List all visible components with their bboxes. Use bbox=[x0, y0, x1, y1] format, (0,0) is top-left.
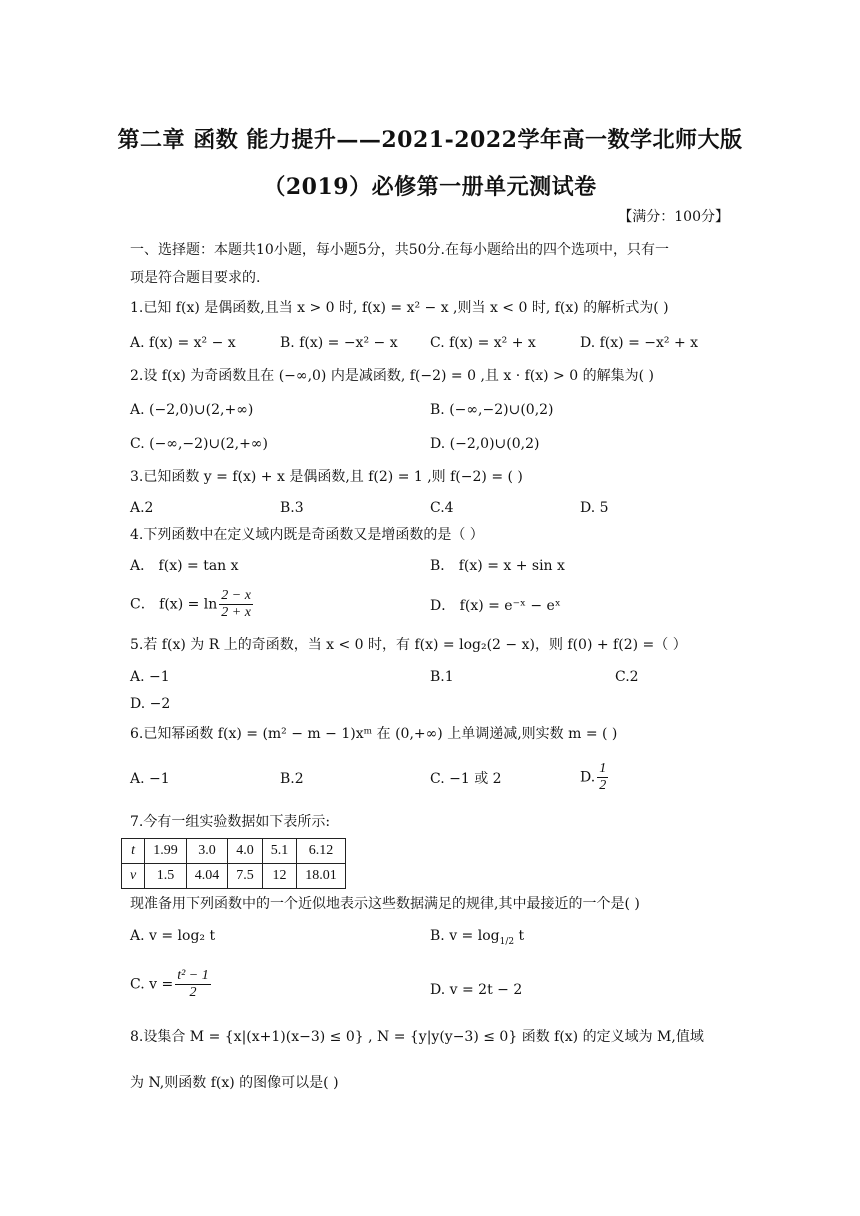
page-title-line2: （2019）必修第一册单元测试卷 bbox=[263, 174, 597, 200]
table-cell: 6.12 bbox=[297, 839, 346, 864]
section-heading bbox=[130, 240, 669, 260]
question-7-stem-2: 现准备用下列函数中的一个近似地表示这些数据满足的规律,其中最接近的一个是( ) bbox=[130, 896, 640, 912]
q1-option-c: C. f(x) = x² + x bbox=[430, 335, 536, 351]
q1-option-a: A. f(x) = x² − x bbox=[130, 335, 236, 351]
q7-option-c bbox=[130, 968, 213, 1001]
table-cell: 7.5 bbox=[228, 864, 263, 889]
q2-option-d: D. (−2,0)∪(0,2) bbox=[430, 436, 540, 452]
q7-option-b bbox=[430, 926, 524, 952]
q5-option-a: A. −1 bbox=[130, 669, 170, 685]
q2-option-a: A. (−2,0)∪(2,+∞) bbox=[130, 402, 254, 418]
q7-option-d: D. v = 2t − 2 bbox=[430, 982, 523, 998]
q4-option-c-numerator: 2 − x bbox=[221, 588, 251, 603]
q7-option-b-base: 1/2 bbox=[499, 937, 515, 947]
q7-option-c-denominator: 2 bbox=[189, 985, 197, 1000]
q4-option-c-prefix: C． f(x) = ln bbox=[130, 596, 218, 613]
table-cell: 4.0 bbox=[228, 839, 263, 864]
section-heading-line1: 一、选择题：本题共10小题，每小题5分，共50分.在每小题给出的四个选项中，只有一 bbox=[130, 242, 669, 258]
q7-option-c-fraction bbox=[175, 968, 211, 1001]
page-title-line1: 第二章 函数 能力提升——2021-2022学年高一数学北师大版 bbox=[117, 127, 743, 153]
q4-option-c bbox=[130, 588, 255, 621]
q4-option-b: B． f(x) = x + sin x bbox=[430, 558, 565, 574]
table-cell: 1.5 bbox=[145, 864, 187, 889]
q6-option-b: B.2 bbox=[280, 771, 304, 787]
q3-option-c: C.4 bbox=[430, 500, 454, 516]
table-cell: 3.0 bbox=[186, 839, 228, 864]
q4-option-c-fraction bbox=[219, 588, 253, 621]
table-cell: 18.01 bbox=[297, 864, 346, 889]
table-cell: t bbox=[122, 839, 145, 864]
q4-option-a: A． f(x) = tan x bbox=[130, 558, 239, 574]
q4-option-d: D． f(x) = e⁻ˣ − eˣ bbox=[430, 598, 561, 614]
q6-option-d-prefix: D. bbox=[580, 769, 596, 786]
q7-option-b-prefix: B. v = log bbox=[430, 928, 500, 944]
question-5-stem: 5.若 f(x) 为 R 上的奇函数，当 x < 0 时，有 f(x) = log₂(2 − x)，则 f(0) + f(2) =（ ） bbox=[130, 637, 687, 653]
q2-option-b: B. (−∞,−2)∪(0,2) bbox=[430, 402, 554, 418]
table-cell: 4.04 bbox=[186, 864, 228, 889]
q2-option-c: C. (−∞,−2)∪(2,+∞) bbox=[130, 436, 268, 452]
q4-option-c-denominator: 2 + x bbox=[221, 605, 251, 620]
q6-option-d-numerator: 1 bbox=[599, 761, 607, 776]
q3-option-d: D. 5 bbox=[580, 500, 609, 516]
q7-option-c-numerator: t² − 1 bbox=[177, 968, 209, 983]
q5-option-d: D. −2 bbox=[130, 696, 171, 712]
question-2-stem: 2.设 f(x) 为奇函数且在 (−∞,0) 内是减函数, f(−2) = 0 ,且 x · f(x) > 0 的解集为( ) bbox=[130, 368, 654, 384]
q1-option-b: B. f(x) = −x² − x bbox=[280, 335, 398, 351]
q5-option-c: C.2 bbox=[615, 669, 639, 685]
question-7-stem: 7.今有一组实验数据如下表所示: bbox=[130, 814, 331, 830]
q6-option-c: C. −1 或 2 bbox=[430, 771, 502, 787]
full-score-label: 【满分：100分】 bbox=[618, 209, 729, 225]
q6-option-d-denominator: 2 bbox=[599, 778, 607, 793]
q6-option-d bbox=[580, 761, 610, 794]
question-6-stem: 6.已知幂函数 f(x) = (m² − m − 1)xᵐ 在 (0,+∞) 上单调递减,则实数 m = ( ) bbox=[130, 726, 618, 742]
question-4-stem: 4.下列函数中在定义域内既是奇函数又是增函数的是（ ） bbox=[130, 527, 484, 543]
q7-option-b-suffix: t bbox=[514, 928, 525, 944]
q7-option-c-prefix: C. v = bbox=[130, 976, 174, 993]
q7-option-a: A. v = log₂ t bbox=[130, 928, 216, 944]
section-heading-line2: 项是符合题目要求的. bbox=[130, 270, 261, 286]
table-cell: v bbox=[122, 864, 145, 889]
question-3-stem: 3.已知函数 y = f(x) + x 是偶函数,且 f(2) = 1 ,则 f(−2) = ( ) bbox=[130, 469, 523, 485]
table-row bbox=[122, 839, 346, 864]
question-1-stem: 1.已知 f(x) 是偶函数,且当 x > 0 时, f(x) = x² − x ,则当 x < 0 时, f(x) 的解析式为( ) bbox=[130, 300, 669, 316]
q3-option-a: A.2 bbox=[130, 500, 154, 516]
q3-option-b: B.3 bbox=[280, 500, 304, 516]
q6-option-d-fraction bbox=[597, 761, 608, 794]
question-8-stem-line1: 8.设集合 M = {x|(x+1)(x−3) ≤ 0} , N = {y|y(y−3) ≤ 0} 函数 f(x) 的定义域为 M,值域 bbox=[130, 1029, 704, 1045]
question-8-stem-line2: 为 N,则函数 f(x) 的图像可以是( ) bbox=[130, 1075, 339, 1091]
q6-option-a: A. −1 bbox=[130, 771, 170, 787]
q1-option-d: D. f(x) = −x² + x bbox=[580, 335, 699, 351]
table-row bbox=[122, 864, 346, 889]
data-table bbox=[121, 838, 346, 889]
table-cell: 1.99 bbox=[145, 839, 187, 864]
table-cell: 5.1 bbox=[262, 839, 297, 864]
q5-option-b: B.1 bbox=[430, 669, 454, 685]
table-cell: 12 bbox=[262, 864, 297, 889]
